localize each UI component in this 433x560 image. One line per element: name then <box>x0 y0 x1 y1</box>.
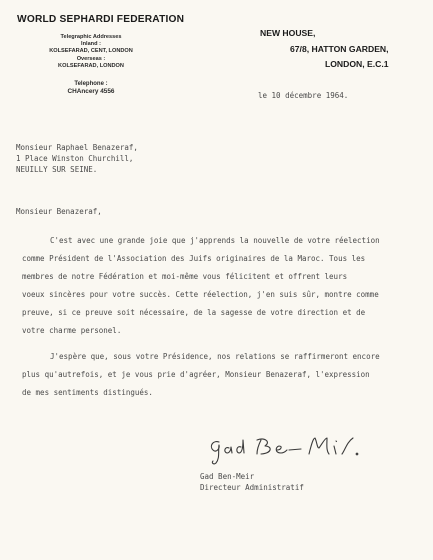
handwritten-signature <box>205 432 375 468</box>
paragraph-1 <box>22 232 380 340</box>
telegraphic-label: Telegraphic Addresses <box>60 34 122 40</box>
signer-title: Directeur Administratif <box>200 483 304 492</box>
address-line-3: LONDON, E.C.1 <box>325 59 389 69</box>
paragraph-1-line: preuve, si ce preuve soit nécessaire, de la sagesse de votre direction et de <box>22 308 366 317</box>
overseas-address: KOLSEFARAD, LONDON <box>58 62 124 69</box>
telephone-number: CHAncery 4556 <box>67 88 115 96</box>
address-line-2: 67/8, HATTON GARDEN, <box>290 44 389 54</box>
organization-name: WORLD SEPHARDI FEDERATION <box>17 14 185 25</box>
paragraph-1-line: voeux sincères pour votre succès. Cette réelection, j'en suis sûr, montre comme <box>22 290 379 299</box>
recipient-line-1: Monsieur Raphael Benazeraf, <box>16 143 138 152</box>
overseas-label: Overseas : <box>76 55 106 62</box>
telegraphic-block <box>30 34 152 96</box>
salutation: Monsieur Benazeraf, <box>16 207 102 216</box>
address-line-1: NEW HOUSE, <box>260 28 316 38</box>
letter-date: le 10 décembre 1964. <box>258 91 349 100</box>
paragraph-1-line: C'est avec une grande joie que j'apprends la nouvelle de votre réelection <box>50 236 380 245</box>
recipient-line-3: NEUILLY SUR SEINE. <box>16 165 98 174</box>
paragraph-1-line: membres de notre Fédération et moi-même vous félicitent et offrent leurs <box>22 272 348 281</box>
recipient-line-2: 1 Place Winston Churchill, <box>16 154 134 163</box>
telephone-label: Telephone : <box>74 81 108 88</box>
inland-address: KOLSEFARAD, CENT, LONDON <box>49 48 133 55</box>
paragraph-2-line: de mes sentiments distingués. <box>22 388 153 397</box>
paragraph-2-line: plus qu'autrefois, et je vous prie d'agréer, Monsieur Benazeraf, l'expression <box>22 370 370 379</box>
paragraph-1-line: comme Président de l'Association des Juifs originaires de la Maroc. Tous les <box>22 254 366 263</box>
signer-name: Gad Ben-Meir <box>200 472 255 481</box>
paragraph-2-line: J'espère que, sous votre Présidence, nos relations se raffirmeront encore <box>50 352 380 361</box>
paragraph-2 <box>22 348 380 402</box>
paragraph-1-line: votre charme personel. <box>22 326 122 335</box>
inland-label: Inland : <box>81 41 101 48</box>
